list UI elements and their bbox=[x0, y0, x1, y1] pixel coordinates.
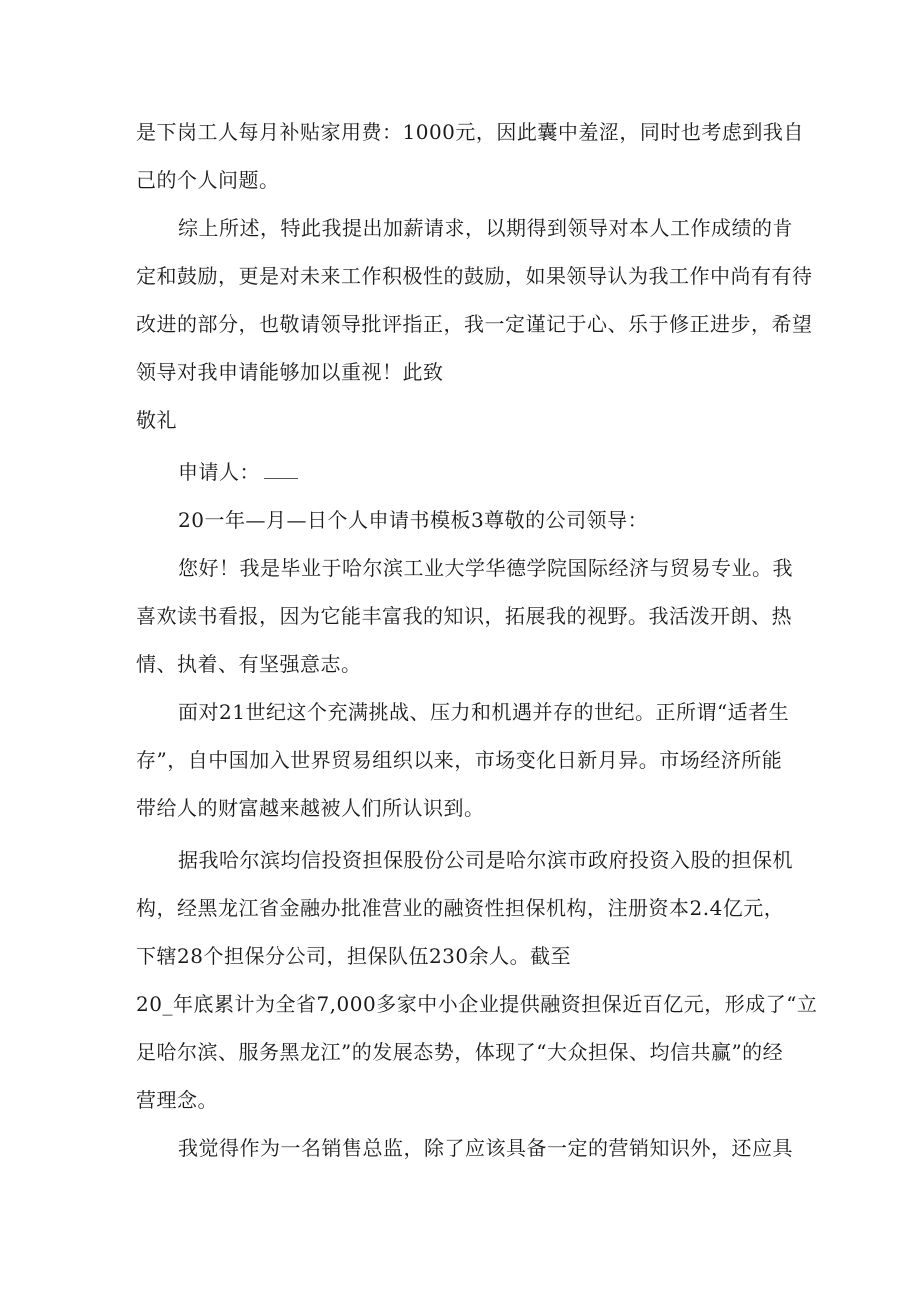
text-line: 是下岗工人每月补贴家用费：1000元，因此囊中羞涩，同时也考虑到我自 bbox=[136, 120, 804, 144]
text-line: 20_年底累计为全省7,000多家中小企业提供融资担保近百亿元，形成了“立 bbox=[136, 992, 818, 1016]
text-line: 情、执着、有坚强意志。 bbox=[136, 652, 362, 676]
text-line: 足哈尔滨、服务黑龙江”的发展态势，体现了“大众担保、均信共赢”的经 bbox=[136, 1040, 784, 1064]
paragraph-start: 我觉得作为一名销售总监，除了应该具备一定的营销知识外，还应具 bbox=[178, 1136, 793, 1160]
text-line: 带给人的财富越来越被人们所认识到。 bbox=[136, 796, 485, 820]
text-line: 改进的部分，也敬请领导批评指正，我一定谨记于心、乐于修正进步，希望 bbox=[136, 312, 813, 336]
text-line: 喜欢读书看报，因为它能丰富我的知识，拓展我的视野。我活泼开朗、热 bbox=[136, 604, 792, 628]
text-line: 构，经黑龙江省金融办批准营业的融资性担保机构，注册资本2.4亿元， bbox=[136, 896, 785, 920]
paragraph-start: 综上所述，特此我提出加薪请求，以期得到领导对本人工作成绩的肯 bbox=[178, 216, 793, 240]
signature-label: 申请人： bbox=[178, 460, 260, 484]
signature-line bbox=[178, 460, 298, 484]
text-line: 下辖28个担保分公司，担保队伍230余人。截至 bbox=[136, 944, 572, 968]
paragraph-start: 面对21世纪这个充满挑战、压力和机遇并存的世纪。正所谓“适者生 bbox=[178, 700, 790, 724]
signature-blank bbox=[264, 460, 298, 479]
text-line: 营理念。 bbox=[136, 1088, 218, 1112]
text-line: 领导对我申请能够加以重视！此致 bbox=[136, 360, 444, 384]
text-line: 存”，自中国加入世界贸易组织以来，市场变化日新月异。市场经济所能 bbox=[136, 748, 783, 772]
template-heading: 20一年—月—日个人申请书模板3尊敬的公司领导： bbox=[178, 508, 649, 532]
paragraph-start: 据我哈尔滨均信投资担保股份公司是哈尔滨市政府投资入股的担保机 bbox=[178, 848, 793, 872]
paragraph-start: 您好！我是毕业于哈尔滨工业大学华德学院国际经济与贸易专业。我 bbox=[178, 556, 793, 580]
text-line: 定和鼓励，更是对未来工作积极性的鼓励，如果领导认为我工作中尚有有待 bbox=[136, 264, 813, 288]
closing-salutation: 敬礼 bbox=[136, 408, 177, 432]
text-line: 己的个人问题。 bbox=[136, 168, 280, 192]
